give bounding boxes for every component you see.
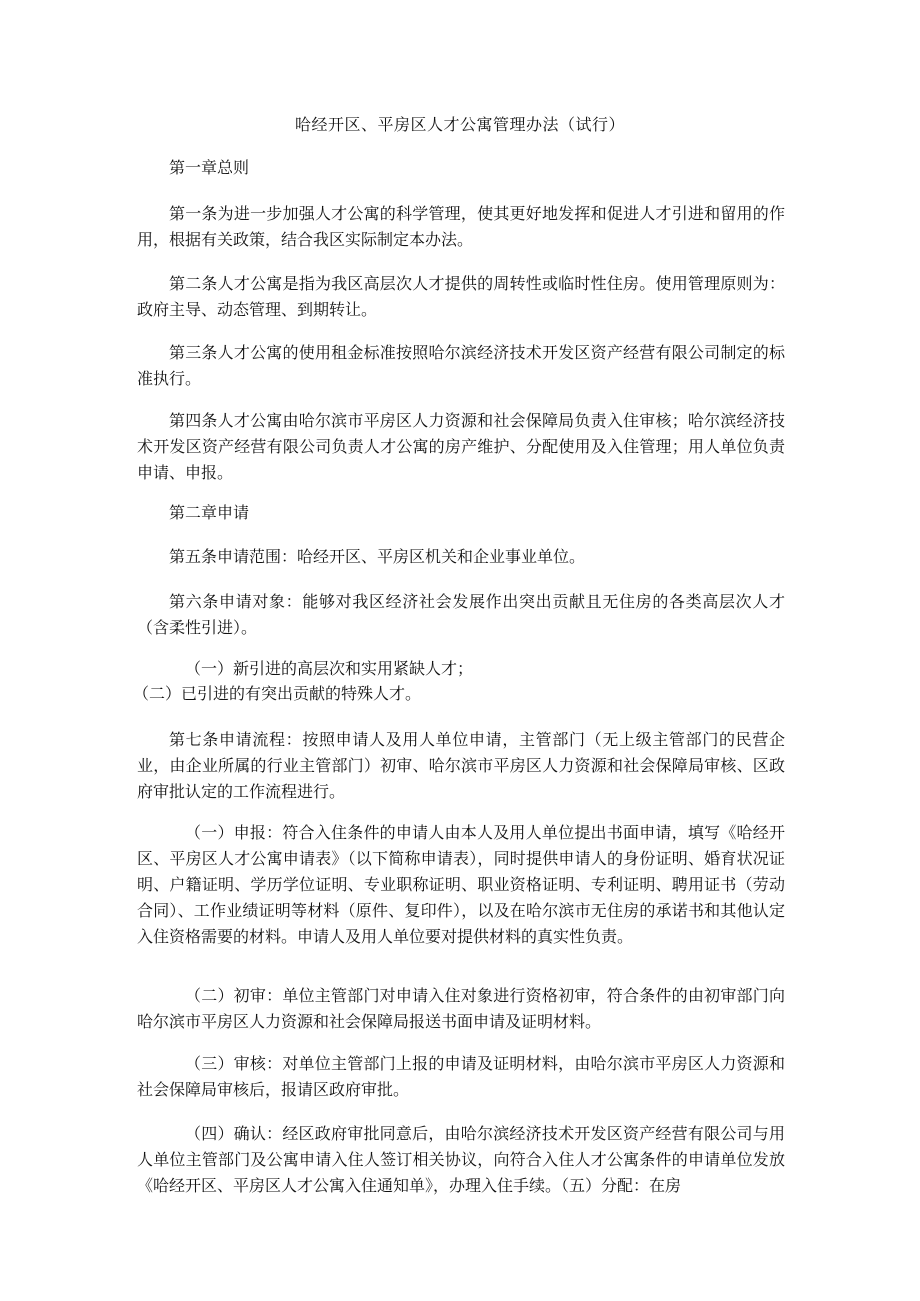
article-7-step-4: （四）确认：经区政府审批同意后，由哈尔滨经济技术开发区资产经营有限公司与用人单位主管部门及公寓申请入住人签订相关协议，向符合入住人才公寓条件的申请单位发放《哈经开区、平房区人才公寓入住通知单》，办理入住手续。（五）分配：在房: [137, 1124, 785, 1195]
article-6-paragraph: 第六条申请对象：能够对我区经济社会发展作出突出贡献且无住房的各类高层次人才（含柔性引进）。: [137, 592, 785, 637]
article-1-paragraph: 第一条为进一步加强人才公寓的科学管理，使其更好地发挥和促进人才引进和留用的作用，根据有关政策，结合我区实际制定本办法。: [137, 204, 785, 249]
article-4-paragraph: 第四条人才公寓由哈尔滨市平房区人力资源和社会保障局负责入住审核；哈尔滨经济技术开发区资产经营有限公司负责人才公寓的房产维护、分配使用及入住管理；用人单位负责申请、申报。: [137, 411, 785, 482]
article-5-paragraph-text: 第五条申请范围：哈经开区、平房区机关和企业事业单位。: [169, 547, 586, 566]
document-title: 哈经开区、平房区人才公寓管理办法（试行）: [294, 115, 625, 134]
article-6-item-1: （一）新引进的高层次和实用紧缺人才；: [185, 659, 474, 678]
article-3-paragraph: 第三条人才公寓的使用租金标准按照哈尔滨经济技术开发区资产经营有限公司制定的标准执行。: [137, 343, 785, 388]
article-7-step-2: （二）初审：单位主管部门对申请入住对象进行资格初审，符合条件的由初审部门向哈尔滨市平房区人力资源和社会保障局报送书面申请及证明材料。: [137, 986, 785, 1031]
article-6-item-2: （二）已引进的有突出贡献的特殊人才。: [133, 684, 422, 703]
article-7-step-3: （三）审核：对单位主管部门上报的申请及证明材料，由哈尔滨市平房区人力资源和社会保障局审核后，报请区政府审批。: [137, 1054, 785, 1099]
chapter-1-heading: 第一章总则: [169, 158, 250, 177]
article-7-step-1: （一）申报：符合入住条件的申请人由本人及用人单位提出书面申请，填写《哈经开区、平房区人才公寓申请表》（以下简称申请表），同时提供申请人的身份证明、婚育状况证明、户籍证明、学历学位证明、专业职称证明、职业资格证明、专利证明、聘用证书（劳动合同）、工作业绩证明等材料（原件、复印件），以及在哈尔滨市无住房的承诺书和其他认定入住资格需要的材料。申请人及用人单位要对提供材料的真实性负责。: [137, 823, 785, 946]
chapter-2-heading: 第二章申请: [169, 503, 250, 522]
article-2-paragraph: 第二条人才公寓是指为我区高层次人才提供的周转性或临时性住房。使用管理原则为：政府主导、动态管理、到期转让。: [137, 274, 785, 319]
article-7-paragraph: 第七条申请流程：按照申请人及用人单位申请，主管部门（无上级主管部门的民营企业，由企业所属的行业主管部门）初审、哈尔滨市平房区人力资源和社会保障局审核、区政府审批认定的工作流程进行。: [137, 730, 785, 801]
